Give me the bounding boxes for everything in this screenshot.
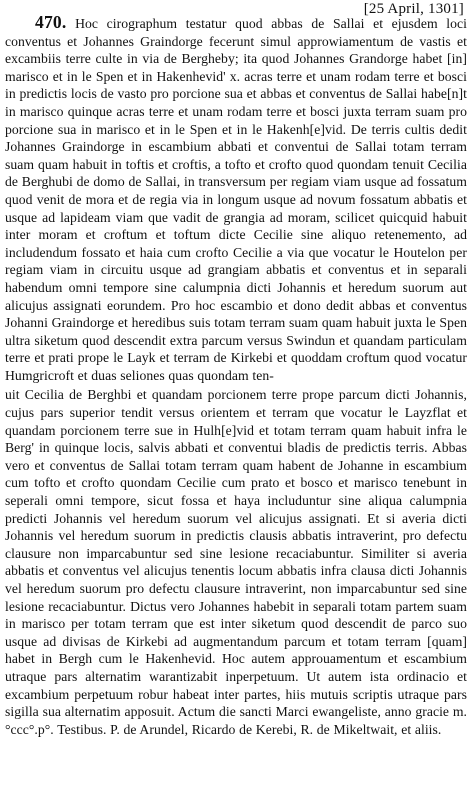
charter-text: [5, 14, 467, 738]
paragraph-1-text: Hoc cirographum testatur quod abbas de Sallai et ejusdem loci conventus et Johannes Graindorge fecerunt simul approwiamentum de vastis et excambiis terre culte in via de Bergheby; ita quod Johannes Grandorge habet [in] marisco et in le Spen et in Hakenhevid' x. acras terre et unam rodam terre et bosci in predictis locis de vasto pro porcione sua et abbas et conventus de Sallai habe[n]t in marisco quinque acras terre et unam rodam terre et bosci juxta terram suam pro porcione sua in marisco et in le Spen et in le Hakenh[e]vid. De terris cultis dedit Johannes Graindorge in escambium abbati et conventui de Sallai totam terram suam quam habuit in toftis et croftis, a tofto et crofto quod quondam tenuit Cecilia de Berghubi de domo de Sallai, in transversum per regiam viam usque ad fossatum quod venit de mora et de regia via in longum usque ad novum fossatum abbatis et usque ad lapideam viam que vadit de grangia ad moram, scilicet quicquid habuit inter moram et croftum et toftum dicte Cecilie sine aliquo retenemento, ad includendum fossato et haia cum crofto Cecilie a via que vocatur le Houtelon per regiam viam in circuitu usque ad grangiam abbatis et conventus et in separali habendum omni tempore sine calumpnia dicti Johannis et heredum suorum aut alicujus assignati eorundem. Pro hoc escambio et dono dedit abbas et conventus Johanni Graindorge et heredibus suis totam terram suam quam habuit juxta le Spen ultra siketum quod descendit extra parcum versus Swindun et quandam particulam terre et prati prope le Layk et terram de Kirkebi et quoddam croftum quod vocatur Humgricroft et duas seliones quas quondam ten-: [5, 16, 467, 383]
entry-date: [25 April, 1301]: [363, 1, 464, 17]
paragraph-1: [5, 14, 467, 384]
entry-number: 470.: [35, 12, 67, 32]
paragraph-2: uit Cecilia de Berghbi et quandam porcionem terre prope parcum dicti Johannis, cujus pars superior tendit versus orientem et terram que vocatur le Layzflat et quandam porcionem terre sue in Hulh[e]vid et totam terram quam habuit infra le Berg' in quinque locis, salvis abbati et conventui bladis de predictis terris. Abbas vero et conventus de Sallai totam terram quam habent de Johanne in escambium cum tofto et crofto quondam Cecilie cum prato et bosco et marisco tenebunt in seperali omni tempore, sicut fossa et haya includuntur sine aliqua calumpnia predicti Johannis vel heredum suorum vel alicujus assignati. Et si averia dicti Johannis vel heredum suorum in predictis clausis abbatis intraverint, pro defectu clausure non imparcabuntur sed sine lesione recaciabuntur. Similiter si averia abbatis et conventus vel alicujus tenentis locum abbatis infra clausa dicti Johannis vel heredum suorum pro defectu clausure intraverint, non imparcabuntur sed sine lesione recaciabuntur. Dictus vero Johannes habebit in separali totam partem suam in marisco per totam terram que est inter siketum quod descendit de parco suo usque ad divisas de Kirkebi ad augmentandum parcum et totam terram [quam] habet in Bergh cum le Hakenhevid. Hoc autem approuamentum et escambium utraque pars alternatim warantizabit inperpetuum. Ut autem ista ordinacio et excambium perpetuum robur habeat inter partes, hiis mutuis scriptis utraque pars sigilla sua alternatim apposuit. Actum die sancti Marci ewangeliste, anno gracie m.°ccc°.p°. Testibus. P. de Arundel, Ricardo de Kerebi, R. de Mikeltwait, et aliis.: [5, 387, 467, 737]
